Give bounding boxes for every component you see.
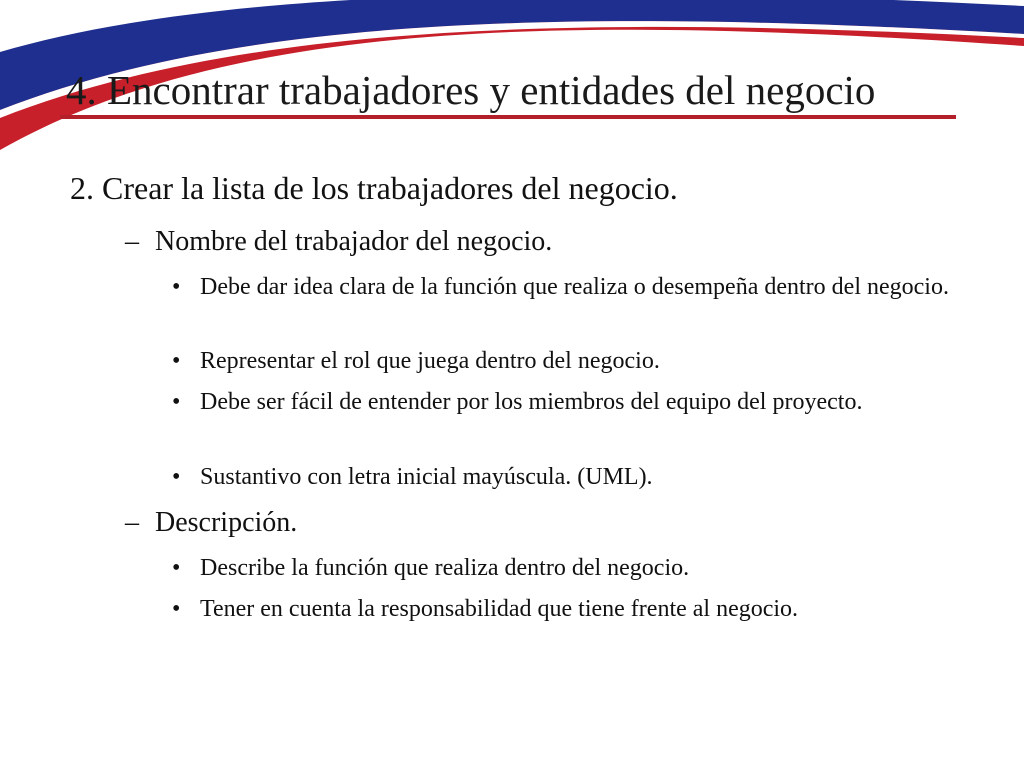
main-point: 2. Crear la lista de los trabajadores del negocio. [70,170,678,206]
bullet-marker: • [172,348,181,374]
list-item [172,592,962,626]
bullet-marker: • [172,274,181,300]
dash-marker: – [125,226,139,257]
slide-title: 4. Encontrar trabajadores y entidades del negocio [66,67,876,113]
bullet-marker: • [172,464,181,490]
section-heading-text: Descripción. [155,507,298,538]
bullet-marker: • [172,596,181,622]
list-item-text: Debe ser fácil de entender por los miembros del equipo del proyecto. [200,389,863,415]
dash-marker: – [125,507,139,538]
section-heading-descripcion [125,506,297,540]
list-item [172,344,962,378]
list-item-text: Debe dar idea clara de la función que realiza o desempeña dentro del negocio. [200,274,949,300]
bullet-marker: • [172,389,181,415]
list-item [172,460,962,494]
bullet-marker: • [172,555,181,581]
list-item-text: Sustantivo con letra inicial mayúscula. (UML). [200,464,653,490]
section-heading-nombre [125,225,552,259]
list-item [172,270,962,304]
section-heading-text: Nombre del trabajador del negocio. [155,226,553,257]
list-item [172,385,962,419]
list-item [172,551,962,585]
list-item-text: Tener en cuenta la responsabilidad que tiene frente al negocio. [200,596,799,622]
title-underline [60,115,956,119]
list-item-text: Representar el rol que juega dentro del negocio. [200,348,660,374]
list-item-text: Describe la función que realiza dentro del negocio. [200,555,690,581]
